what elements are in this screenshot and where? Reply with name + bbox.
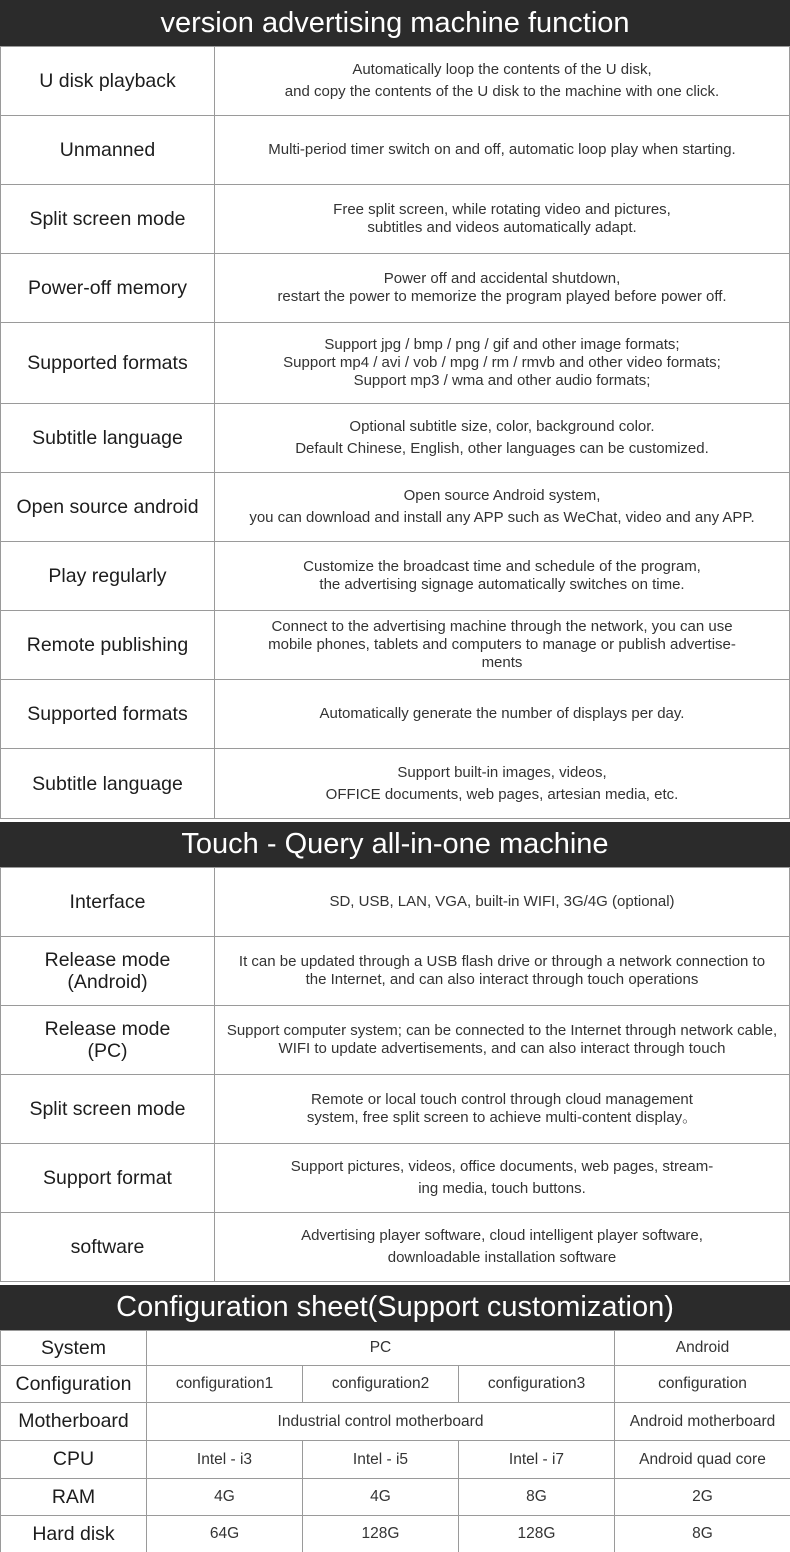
feature-row bbox=[1, 47, 790, 116]
section2-title-banner bbox=[0, 822, 790, 867]
ram-cell: 8G bbox=[459, 1479, 615, 1516]
feature-description-line: Support computer system; can be connected to the Internet through network cable, bbox=[226, 1022, 778, 1039]
feature-label-line: Supported formats bbox=[27, 352, 188, 374]
feature-description-line: Support built-in images, videos, bbox=[397, 763, 607, 781]
configuration-label: Configuration bbox=[1, 1366, 147, 1403]
feature-label-line: Subtitle language bbox=[32, 772, 183, 795]
feature-row bbox=[1, 116, 790, 185]
feature-row bbox=[1, 1006, 790, 1075]
feature-description-line: Default Chinese, English, other languages can be customized. bbox=[295, 440, 709, 457]
feature-description-line: Advertising player software, cloud intelligent player software, bbox=[301, 1227, 703, 1244]
feature-description bbox=[215, 473, 790, 542]
feature-label-line: Open source android bbox=[16, 496, 199, 518]
feature-description-line: the advertising signage automatically switches on time. bbox=[319, 576, 685, 593]
feature-label bbox=[1, 1144, 215, 1213]
feature-label bbox=[1, 254, 215, 323]
feature-row bbox=[1, 749, 790, 819]
feature-row bbox=[1, 1075, 790, 1144]
feature-description-line: Automatically generate the number of displays per day. bbox=[319, 705, 685, 722]
feature-description-line: Power off and accidental shutdown, bbox=[383, 270, 621, 287]
feature-description-line: Automatically loop the contents of the U disk, bbox=[352, 61, 652, 78]
feature-description bbox=[215, 1006, 790, 1075]
configuration-table bbox=[0, 1330, 790, 1552]
touch-query-table bbox=[0, 867, 790, 1282]
feature-description bbox=[215, 1075, 790, 1144]
feature-description-line: Open source Android system, bbox=[403, 487, 601, 504]
feature-row bbox=[1, 868, 790, 937]
android-header: Android bbox=[615, 1331, 790, 1366]
feature-description-line: Customize the broadcast time and schedule of the program, bbox=[303, 558, 701, 575]
feature-row bbox=[1, 680, 790, 749]
feature-description bbox=[215, 680, 790, 749]
feature-description-line: Support jpg / bmp / png / gif and other image formats; bbox=[324, 336, 680, 353]
feature-label-line: Unmanned bbox=[59, 139, 156, 161]
hard-disk-cell: 128G bbox=[303, 1516, 459, 1552]
feature-row bbox=[1, 323, 790, 404]
feature-row bbox=[1, 611, 790, 680]
feature-row bbox=[1, 473, 790, 542]
feature-label bbox=[1, 47, 215, 116]
feature-label bbox=[1, 116, 215, 185]
feature-description-line: and copy the contents of the U disk to the machine with one click. bbox=[284, 83, 720, 100]
config-row-ram bbox=[1, 1479, 790, 1516]
feature-label-line: Interface bbox=[69, 891, 146, 913]
cpu-cell: Android quad core bbox=[615, 1441, 790, 1479]
feature-description bbox=[215, 542, 790, 611]
pc-header: PC bbox=[147, 1331, 615, 1366]
hard-disk-cell: 64G bbox=[147, 1516, 303, 1552]
feature-description-line: OFFICE documents, web pages, artesian media, etc. bbox=[325, 785, 679, 803]
feature-label-line: Subtitle language bbox=[32, 427, 183, 449]
feature-label bbox=[1, 323, 215, 404]
hard-disk-label: Hard disk bbox=[1, 1516, 147, 1552]
feature-description-line: ing media, touch buttons. bbox=[418, 1180, 586, 1197]
pc-motherboard-cell: Industrial control motherboard bbox=[147, 1403, 615, 1441]
feature-label bbox=[1, 749, 215, 819]
ram-cell: 4G bbox=[303, 1479, 459, 1516]
config-row-motherboard bbox=[1, 1403, 790, 1441]
configuration-cell: configuration1 bbox=[147, 1366, 303, 1403]
feature-label-line: Release mode bbox=[44, 1018, 171, 1040]
feature-label-line: U disk playback bbox=[39, 70, 176, 92]
ram-label: RAM bbox=[1, 1479, 147, 1516]
motherboard-label: Motherboard bbox=[1, 1403, 147, 1441]
feature-row bbox=[1, 1213, 790, 1282]
feature-description-line: ments bbox=[481, 654, 523, 671]
feature-description bbox=[215, 611, 790, 680]
feature-description bbox=[215, 1144, 790, 1213]
feature-label-line: Split screen mode bbox=[29, 1098, 186, 1120]
feature-description bbox=[215, 937, 790, 1006]
feature-description-line: mobile phones, tablets and computers to manage or publish advertise- bbox=[268, 636, 736, 653]
feature-label-line: (PC) bbox=[87, 1040, 128, 1062]
feature-description-line: restart the power to memorize the program played before power off. bbox=[277, 288, 727, 305]
hard-disk-cell: 128G bbox=[459, 1516, 615, 1552]
cpu-cell: Intel - i7 bbox=[459, 1441, 615, 1479]
feature-label bbox=[1, 473, 215, 542]
section3-title: Configuration sheet(Support customization) bbox=[116, 1291, 674, 1323]
feature-description-line: subtitles and videos automatically adapt. bbox=[367, 219, 637, 236]
ram-cell: 2G bbox=[615, 1479, 790, 1516]
feature-description bbox=[215, 749, 790, 819]
feature-row bbox=[1, 937, 790, 1006]
feature-label-line: (Android) bbox=[67, 971, 148, 993]
configuration-cell: configuration3 bbox=[459, 1366, 615, 1403]
feature-label bbox=[1, 611, 215, 680]
feature-description-line: Support mp4 / avi / vob / mpg / rm / rmvb and other video formats; bbox=[283, 354, 721, 371]
cpu-cell: Intel - i3 bbox=[147, 1441, 303, 1479]
feature-label-line: Split screen mode bbox=[29, 208, 186, 230]
feature-description bbox=[215, 254, 790, 323]
feature-description bbox=[215, 47, 790, 116]
system-label: System bbox=[1, 1331, 147, 1366]
feature-description bbox=[215, 116, 790, 185]
feature-description-line: It can be updated through a USB flash drive or through a network connection to bbox=[238, 953, 766, 970]
feature-description-line: Multi-period timer switch on and off, automatic loop play when starting. bbox=[268, 141, 736, 158]
feature-label-line: Play regularly bbox=[48, 565, 167, 587]
feature-row bbox=[1, 404, 790, 473]
feature-description-line: Connect to the advertising machine through the network, you can use bbox=[271, 618, 733, 635]
feature-description-line: system, free split screen to achieve multi-content display。 bbox=[306, 1109, 698, 1126]
feature-description-line: Support pictures, videos, office documents, web pages, stream- bbox=[290, 1158, 714, 1175]
feature-label bbox=[1, 868, 215, 937]
feature-label-line: Power-off memory bbox=[28, 277, 187, 299]
config-row-hard-disk bbox=[1, 1516, 790, 1552]
feature-description-line: Remote or local touch control through cloud management bbox=[311, 1091, 693, 1108]
section1-title: version advertising machine function bbox=[160, 6, 630, 39]
feature-description bbox=[215, 868, 790, 937]
android-motherboard-cell: Android motherboard bbox=[615, 1403, 790, 1441]
feature-description bbox=[215, 323, 790, 404]
section2-title: Touch - Query all-in-one machine bbox=[181, 828, 609, 860]
feature-row bbox=[1, 254, 790, 323]
feature-label bbox=[1, 1006, 215, 1075]
section3-title-banner bbox=[0, 1285, 790, 1330]
cpu-label: CPU bbox=[1, 1441, 147, 1479]
configuration-cell: configuration bbox=[615, 1366, 790, 1403]
feature-label bbox=[1, 185, 215, 254]
feature-description bbox=[215, 1213, 790, 1282]
feature-description-line: Optional subtitle size, color, background color. bbox=[349, 418, 655, 435]
feature-label bbox=[1, 680, 215, 749]
config-row-cpu bbox=[1, 1441, 790, 1479]
hard-disk-cell: 8G bbox=[615, 1516, 790, 1552]
feature-label bbox=[1, 937, 215, 1006]
feature-label bbox=[1, 1075, 215, 1144]
features-table bbox=[0, 46, 790, 819]
feature-description bbox=[215, 185, 790, 254]
feature-row bbox=[1, 185, 790, 254]
feature-label-line: Support format bbox=[43, 1167, 172, 1189]
feature-description-line: Free split screen, while rotating video and pictures, bbox=[333, 201, 671, 218]
feature-description-line: Support mp3 / wma and other audio formats; bbox=[353, 372, 651, 389]
cpu-cell: Intel - i5 bbox=[303, 1441, 459, 1479]
feature-description-line: SD, USB, LAN, VGA, built-in WIFI, 3G/4G (optional) bbox=[329, 893, 675, 910]
section1-title-banner bbox=[0, 0, 790, 46]
feature-label bbox=[1, 404, 215, 473]
config-row-system bbox=[1, 1331, 790, 1366]
feature-row bbox=[1, 1144, 790, 1213]
feature-description-line: the Internet, and can also interact through touch operations bbox=[305, 971, 699, 988]
configuration-cell: configuration2 bbox=[303, 1366, 459, 1403]
feature-description-line: you can download and install any APP such as WeChat, video and any APP. bbox=[249, 509, 755, 526]
ram-cell: 4G bbox=[147, 1479, 303, 1516]
config-row-configuration bbox=[1, 1366, 790, 1403]
feature-description-line: downloadable installation software bbox=[387, 1249, 617, 1266]
feature-description bbox=[215, 404, 790, 473]
feature-row bbox=[1, 542, 790, 611]
feature-label-line: Supported formats bbox=[27, 703, 188, 725]
feature-label bbox=[1, 542, 215, 611]
feature-label-line: Remote publishing bbox=[26, 634, 189, 656]
feature-label-line: Release mode bbox=[44, 949, 171, 971]
feature-label-line: software bbox=[70, 1236, 145, 1258]
feature-label bbox=[1, 1213, 215, 1282]
feature-description-line: WIFI to update advertisements, and can also interact through touch bbox=[278, 1040, 726, 1057]
